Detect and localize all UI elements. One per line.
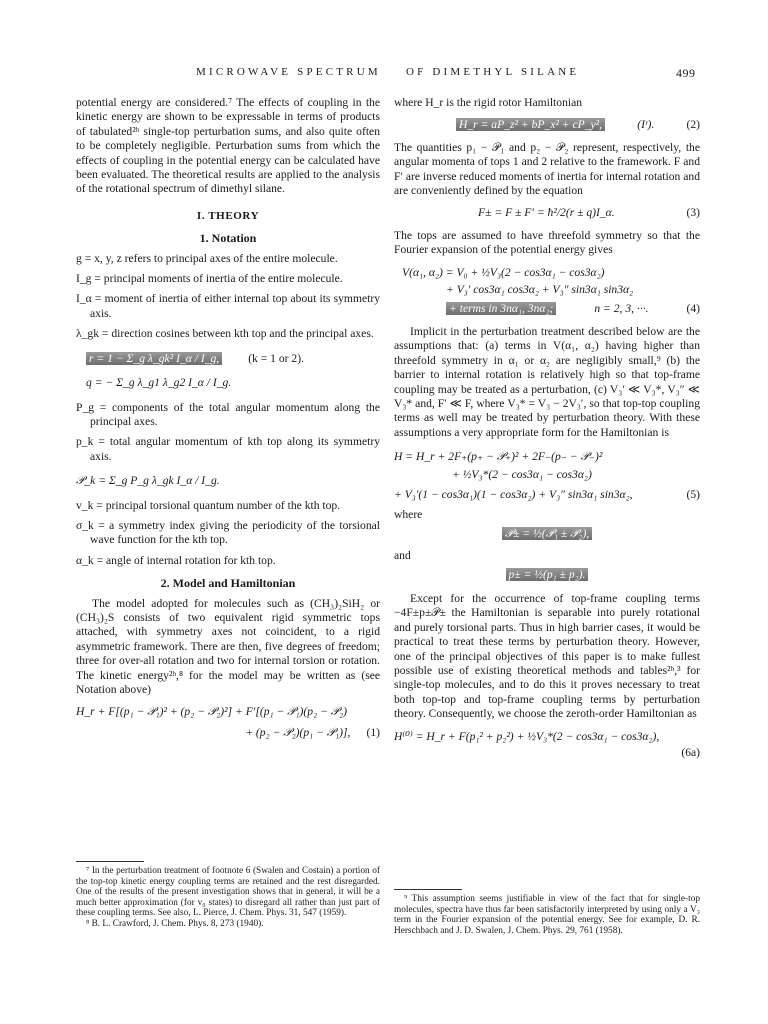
definition-item: I_α = moment of inertia of either internal top about its symmetry axis. xyxy=(76,292,380,320)
footnotes-left xyxy=(76,866,380,930)
equation-1-line1 xyxy=(76,705,380,719)
subsection-heading-notation: 1. Notation xyxy=(199,231,257,246)
formula-3: F± = F ± F′ = ħ²/2(r ± q)I_α. xyxy=(478,206,615,220)
definition-item: v_k = principal torsional quantum number of the kth top. xyxy=(76,498,341,512)
footnote-rule xyxy=(76,861,144,862)
equation-number: (4) xyxy=(686,302,700,316)
equation-q xyxy=(86,376,380,390)
footnote-8: ⁸ B. L. Crawford, J. Chem. Phys. 8, 273 (1940). xyxy=(86,918,264,929)
equation-4-line2 xyxy=(446,283,700,297)
highlighted-formula: r = 1 − Σ_g λ_gk² I_α / I_g, xyxy=(86,352,222,365)
highlighted-formula: + terms in 3nα₁, 3nα₂; xyxy=(446,302,556,315)
formula-6a: H⁽⁰⁾ = H_r + F(p₁² + p₂²) + ½V₃*(2 − cos3α₁ − cos3α₂), xyxy=(394,729,660,743)
equation-3 xyxy=(478,206,700,220)
equation-number: (5) xyxy=(686,487,700,501)
left-column xyxy=(76,96,380,746)
formula-4c: n = 2, 3, ···. xyxy=(594,302,649,316)
equation-note: (k = 1 or 2). xyxy=(248,351,304,365)
section-heading-theory: I. THEORY xyxy=(196,209,260,222)
paragraph-threefold: The tops are assumed to have threefold symmetry so that the Fourier expansion of the potential energy gives xyxy=(394,228,700,257)
equation-tag: (Iʳ). xyxy=(637,118,655,132)
formula-Pk: 𝒫_k = Σ_g P_g λ_gk I_α / I_g. xyxy=(76,474,220,488)
equation-5-line2 xyxy=(452,468,700,482)
formula-4a: V(α₁, α₂) = V₀ + ½V₃(2 − cos3α₁ − cos3α₂) xyxy=(402,265,605,279)
word-and: and xyxy=(394,549,411,563)
equation-4-line1 xyxy=(402,266,700,280)
running-header-left: MICROWAVE SPECTRUM xyxy=(196,66,381,78)
running-header-right: OF DIMETHYL SILANE xyxy=(406,66,580,78)
equation-1-line2 xyxy=(76,726,380,740)
formula-1b: + (p₂ − 𝒫₂)(p₁ − 𝒫₁)], xyxy=(245,725,351,739)
equation-6a-number xyxy=(394,746,700,760)
highlighted-formula: p± = ½(p₁ ± p₂). xyxy=(506,568,589,581)
formula-4b: + V₃′ cos3α₁ cos3α₂ + V₃″ sin3α₁ sin3α₂ xyxy=(446,283,634,297)
page-number: 499 xyxy=(676,66,696,80)
paragraph-assumptions: Implicit in the perturbation treatment described below are the assumptions that: (a) terms in V(α₁, α₂) having higher than threefold symmetry in α₁ or α₂ are negligibly small,⁹ (b) the barrier to internal rotation is relatively high so that top-frame coupling may be treated as a perturbation, (c) V₃′ ≪ V₃*, V₃″ ≪ V₃* and, F′ ≪ F, where V₃* = V₃ − 2V₃′, so that top-top coupling terms as well may be treated by perturbation theory. With these assumptions a very appropriate form for the Hamiltonian is xyxy=(394,324,700,439)
subsection-heading-model: 2. Model and Hamiltonian xyxy=(160,576,296,591)
equation-Ppm xyxy=(394,527,700,541)
equation-5-line1 xyxy=(394,450,700,464)
formula-q: q = − Σ_g λ_g1 λ_g2 I_α / I_g. xyxy=(86,376,232,390)
formula-5b: + ½V₃*(2 − cos3α₁ − cos3α₂) xyxy=(452,467,592,481)
paragraph-where-hr: where H_r is the rigid rotor Hamiltonian xyxy=(394,96,583,109)
definition-item: P_g = components of the total angular momentum along the principal axes. xyxy=(76,400,380,428)
equation-ppm xyxy=(394,568,700,582)
equation-number: (6a) xyxy=(681,746,700,760)
equation-5-line3 xyxy=(394,488,700,502)
equation-number: (2) xyxy=(686,118,700,132)
definition-item: p_k = total angular momentum of kth top along its symmetry axis. xyxy=(76,435,380,463)
equation-6a-line xyxy=(394,730,700,744)
footnote-9: ⁹ This assumption seems justifiable in view of the fact that for single-top molecules, spectra have thus far been satisfactorily interpreted by using only a V₃ term in the Fourier expansion of the potential energy. See for example, D. R. Herschbach and J. D. Swalen, J. Chem. Phys. 29, 761 (1958). xyxy=(394,894,700,936)
word-where: where xyxy=(394,508,423,522)
paragraph-angular-momenta: The quantities p₁ − 𝒫₁ and p₂ − 𝒫₂ represent, respectively, the angular momenta of tops 1 and 2 relative to the framework. F and F′ are inverse reduced moments of inertia for internal rotation and are conveniently defined by the equation xyxy=(394,140,700,198)
paragraph-except: Except for the occurrence of top-frame coupling terms −4F±p±𝒫± the Hamiltonian is separable into purely rotational and purely torsional parts. Thus in high barrier cases, it would be practical to treat these terms by perturbation theory. However, one of the principal objectives of this paper is to make fullest possible use of existing theoretical methods and tables²ᵇ,³ for single-top molecules, and to do this it proves necessary to treat both top-top and top-frame coupling terms by perturbation theory. Consequently, we choose the zeroth-order Hamiltonian as xyxy=(394,591,700,721)
definition-item: g = x, y, z refers to principal axes of the entire molecule. xyxy=(76,251,338,265)
model-paragraph: The model adopted for molecules such as (CH₃)₂SiH₂ or (CH₃)₂S consists of two equivalent rigid symmetric tops attached, with symmetry axes not coincident, to a rigid asymmetric framework. There are then, five degrees of freedom; three for over-all rotation and two for internal torsion or rotation. The kinetic energy²ᵇ,⁸ for the model may be written as (see Notation above) xyxy=(76,596,380,696)
equation-4-line3 xyxy=(446,302,700,316)
equation-number: (3) xyxy=(686,206,700,220)
intro-paragraph: potential energy are considered.⁷ The effects of coupling in the kinetic energy are shown to be expressable in terms of products of tabulated²ᵇ single-top perturbation sums, and also quite often to be completely negligible. Perturbation sums from which the effects of coupling in the potential energy can be calculated have been evaluated. The theoretical results are applied to the analysis of the rotational spectrum of dimethyl silane. xyxy=(76,96,380,196)
footnote-7: ⁷ In the perturbation treatment of footnote 6 (Swalen and Costain) a portion of the top-top kinetic energy coupling terms are retained and the rest disregarded. One of the results of the present investigation shows that in general, it will be a much better approximation (for v₀ states) to disregard all rather than just part of these coupling terms. See also, L. Pierce, J. Chem. Phys. 31, 547 (1959). xyxy=(76,866,380,919)
definition-item: λ_gk = direction cosines between kth top and the principal axes. xyxy=(76,327,374,341)
footnotes-right xyxy=(394,894,700,936)
equation-r xyxy=(86,352,380,366)
formula-1a: H_r + F[(p₁ − 𝒫₁)² + (p₂ − 𝒫₂)²] + F′[(p₁ − 𝒫₁)(p₂ − 𝒫₂) xyxy=(76,705,347,719)
formula-5a: H = H_r + 2F₊(p₊ − 𝒫₊)² + 2F₋(p₋ − 𝒫₋)² xyxy=(394,450,603,464)
equation-2 xyxy=(456,118,700,132)
definition-item: I_g = principal moments of inertia of the entire molecule. xyxy=(76,272,343,286)
formula-5c: + V₃′(1 − cos3α₁)(1 − cos3α₂) + V₃″ sin3α₁ sin3α₂, xyxy=(394,487,633,501)
right-column xyxy=(394,96,700,760)
highlighted-formula: H_r = aP_z² + bP_x² + cP_y², xyxy=(456,118,605,131)
equation-number: (1) xyxy=(366,725,380,739)
definition-item: α_k = angle of internal rotation for kth top. xyxy=(76,553,276,567)
highlighted-formula: 𝒫± = ½(𝒫₁ ± 𝒫₂), xyxy=(502,527,593,540)
equation-Pk xyxy=(76,474,380,488)
footnote-rule xyxy=(394,889,462,890)
definition-item: σ_k = a symmetry index giving the periodicity of the torsional wave function for the kth top. xyxy=(76,518,380,547)
